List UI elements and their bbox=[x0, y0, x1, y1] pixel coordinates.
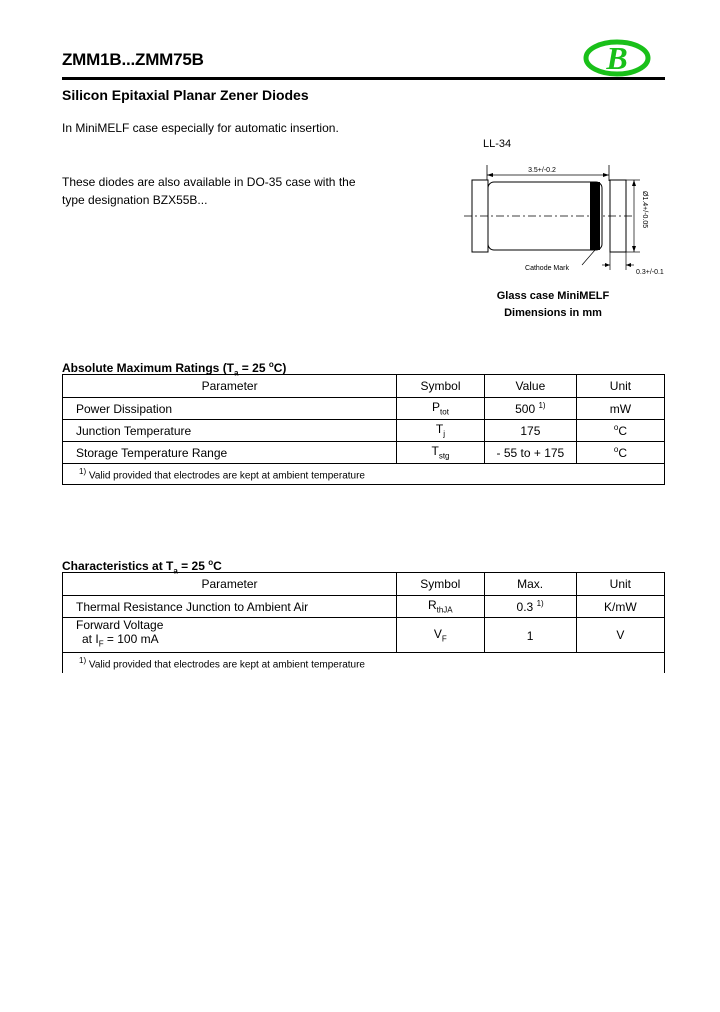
table-header-row bbox=[63, 573, 665, 596]
footnote: $^{1)}$ Valid provided that electrodes are kept at ambient temperature bbox=[63, 653, 665, 674]
logo-letter: B bbox=[606, 40, 628, 76]
cell-parameter: Forward Voltage at $I_F = 100$ mA bbox=[63, 618, 397, 653]
cell-symbol: $V_F$ bbox=[396, 618, 484, 653]
table-row bbox=[63, 596, 665, 618]
footnote: $^{1)}$ Valid provided that electrodes are kept at ambient temperature bbox=[63, 464, 665, 485]
characteristics-title: Characteristics at $T_a = 25$ $^o$C bbox=[62, 558, 222, 576]
cell-unit: $^o$C bbox=[576, 442, 664, 464]
intro-line-3: type designation BZX55B... bbox=[62, 193, 208, 207]
dim-cap-label: 0.3+/-0.1 bbox=[636, 269, 664, 276]
page-title: ZMM1B...ZMM75B bbox=[62, 50, 204, 69]
header-unit: Unit bbox=[576, 573, 664, 596]
cell-value: - 55 to + 175 bbox=[484, 442, 576, 464]
table-note-row bbox=[63, 464, 665, 485]
cell-unit: $^o$C bbox=[576, 420, 664, 442]
table-header-row bbox=[63, 375, 665, 398]
cell-value: 500 $^{1)}$ bbox=[484, 398, 576, 420]
intro-line-1: In MiniMELF case especially for automatic insertion. bbox=[62, 121, 339, 135]
cell-parameter: Storage Temperature Range bbox=[63, 442, 397, 464]
cell-symbol: $R_{thJA}$ bbox=[396, 596, 484, 618]
header-unit: Unit bbox=[576, 375, 664, 398]
cell-unit: V bbox=[576, 618, 664, 653]
cathode-mark-label: Cathode Mark bbox=[525, 265, 569, 272]
header-max: Max. bbox=[484, 573, 576, 596]
abs-max-table bbox=[62, 374, 665, 485]
package-caption-2: Dimensions in mm bbox=[504, 307, 602, 319]
cell-parameter: Power Dissipation bbox=[63, 398, 397, 420]
cell-value: 0.3 $^{1)}$ bbox=[484, 596, 576, 618]
package-label: LL-34 bbox=[483, 138, 512, 150]
table-row bbox=[63, 420, 665, 442]
cell-value: 175 bbox=[484, 420, 576, 442]
cell-parameter: Junction Temperature bbox=[63, 420, 397, 442]
cell-unit: mW bbox=[576, 398, 664, 420]
header-symbol: Symbol bbox=[397, 375, 485, 398]
table-row bbox=[63, 398, 665, 420]
cell-unit: K/mW bbox=[576, 596, 664, 618]
package-drawing bbox=[462, 155, 672, 280]
dim-diameter-label: Ø1.4+/-0.05 bbox=[641, 191, 648, 229]
header-parameter: Parameter bbox=[63, 375, 397, 398]
cell-symbol: $P_{tot}$ bbox=[397, 398, 485, 420]
dim-length-label: 3.5+/-0.2 bbox=[528, 167, 556, 174]
package-caption-1: Glass case MiniMELF bbox=[496, 290, 610, 302]
header-value: Value bbox=[484, 375, 576, 398]
table-row bbox=[63, 442, 665, 464]
subtitle: Silicon Epitaxial Planar Zener Diodes bbox=[62, 87, 309, 103]
intro-line-2: These diodes are also available in DO-35 case with the bbox=[62, 175, 356, 189]
table-row bbox=[63, 618, 665, 653]
title-rule bbox=[62, 77, 665, 80]
table-note-row bbox=[63, 653, 665, 674]
header-parameter: Parameter bbox=[63, 573, 397, 596]
header-symbol: Symbol bbox=[396, 573, 484, 596]
brand-logo bbox=[583, 38, 651, 78]
cell-symbol: $T_j$ bbox=[397, 420, 485, 442]
cell-symbol: $T_{stg}$ bbox=[397, 442, 485, 464]
cell-value: 1 bbox=[484, 618, 576, 653]
abs-max-title: Absolute Maximum Ratings ($T_a = 25$ $^o$C) bbox=[62, 360, 287, 378]
cell-parameter: Thermal Resistance Junction to Ambient Air bbox=[63, 596, 397, 618]
characteristics-table bbox=[62, 572, 665, 673]
